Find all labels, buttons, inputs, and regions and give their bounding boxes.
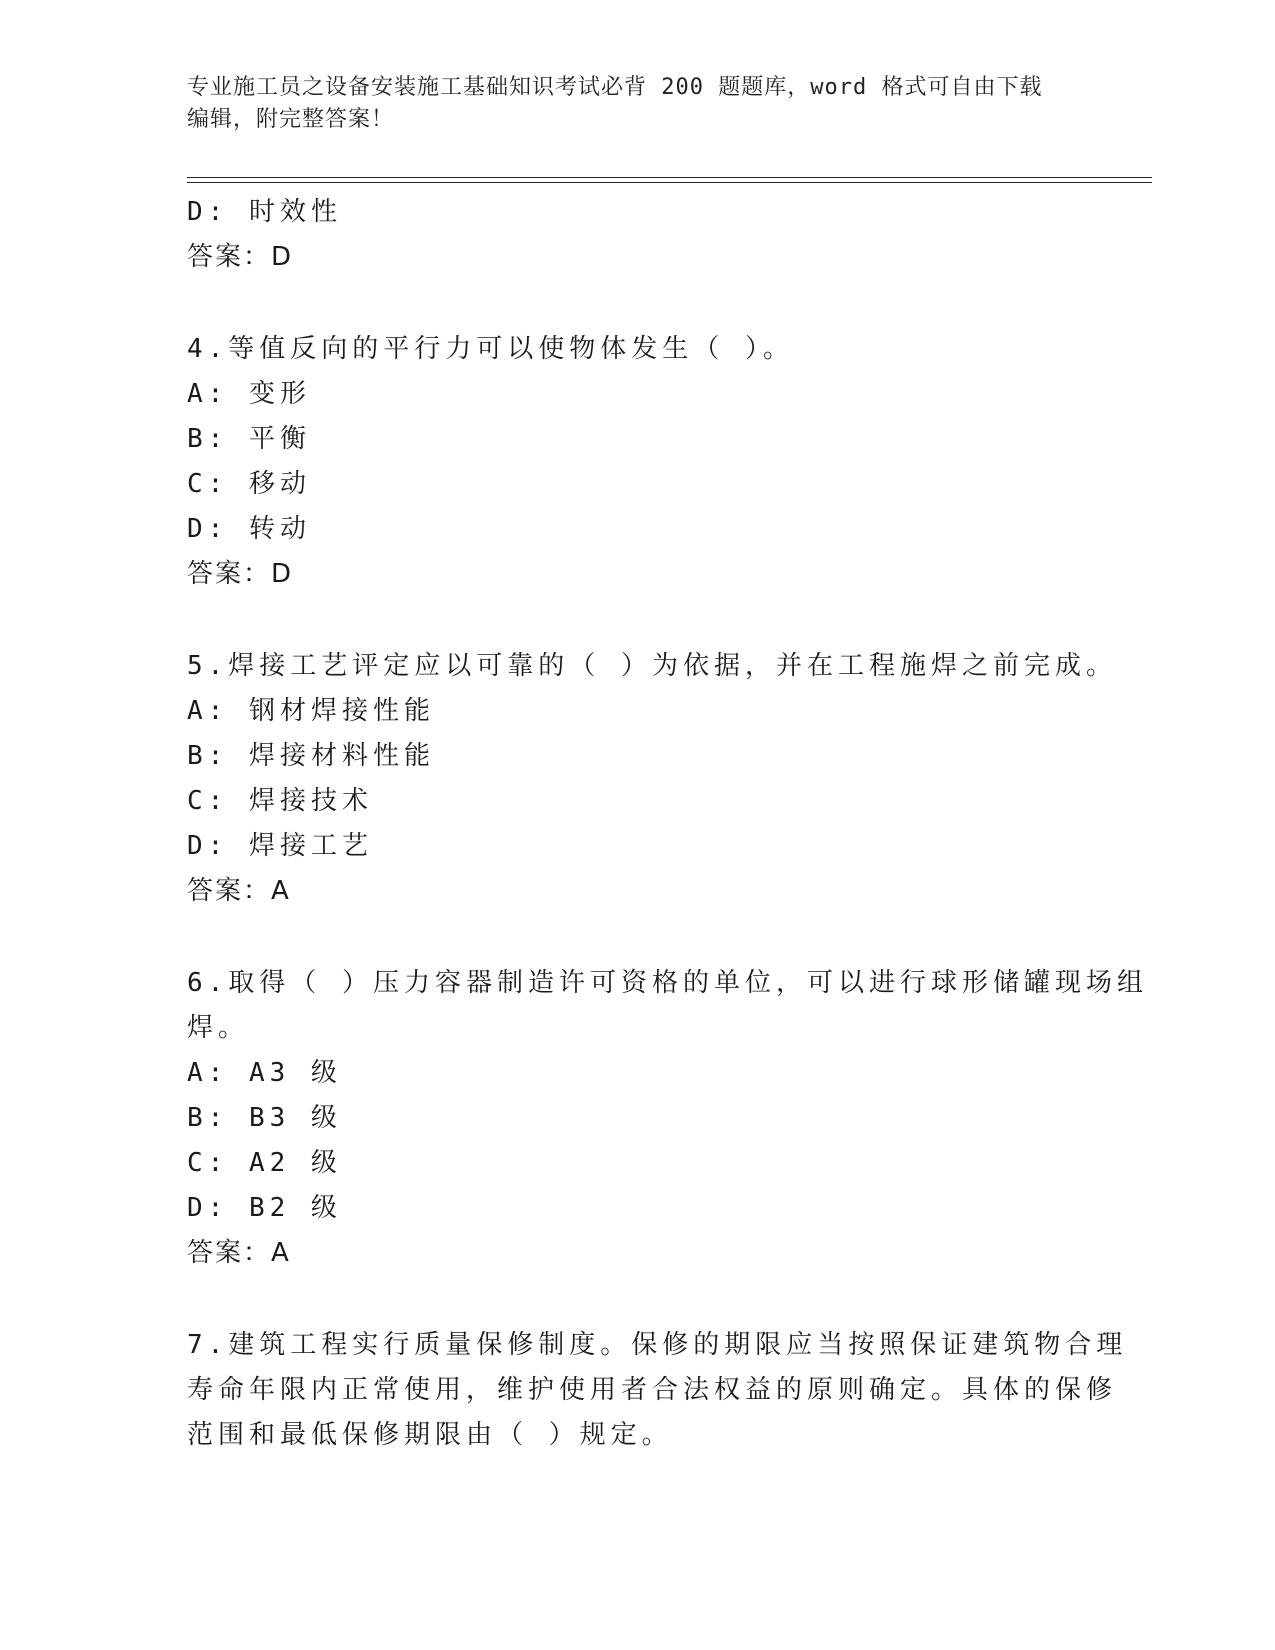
question-4-title: 4.等值反向的平行力可以使物体发生（ ）。 [187, 334, 794, 364]
q3-answer: 答案：D [187, 242, 294, 272]
q3-option-d: D: 时效性 [187, 197, 342, 227]
question-7 [187, 1323, 1128, 1458]
question-6-option-a: A: A3 级 [187, 1058, 342, 1088]
question-6-answer: 答案：A [187, 1238, 291, 1268]
header-title-line-2: 编辑，附完整答案！ [187, 107, 395, 132]
question-6 [187, 961, 1148, 1276]
question-6-option-c: C: A2 级 [187, 1148, 342, 1178]
question-7-title-line-3: 范围和最低保修期限由（ ）规定。 [187, 1420, 673, 1450]
header-divider-bottom [187, 182, 1152, 183]
question-5-option-a: A: 钢材焊接性能 [187, 696, 435, 726]
question-6-title-line-1: 6.取得（ ）压力容器制造许可资格的单位，可以进行球形储罐现场组 [187, 968, 1148, 998]
question-6-option-b: B: B3 级 [187, 1103, 342, 1133]
question-7-title-line-1: 7.建筑工程实行质量保修制度。保修的期限应当按照保证建筑物合理 [187, 1330, 1128, 1360]
question-6-option-d: D: B2 级 [187, 1193, 342, 1223]
question-5-option-b: B: 焊接材料性能 [187, 741, 435, 771]
header-title-line-1: 专业施工员之设备安装施工基础知识考试必背 200 题题库，word 格式可自由下载 [187, 75, 1043, 100]
question-5-title: 5.焊接工艺评定应以可靠的（ ）为依据，并在工程施焊之前完成。 [187, 651, 1117, 681]
question-4-option-c: C: 移动 [187, 469, 311, 499]
question-5-option-c: C: 焊接技术 [187, 786, 373, 816]
header-divider-top [187, 177, 1152, 178]
question-5-option-d: D: 焊接工艺 [187, 831, 373, 861]
question-5 [187, 644, 1117, 914]
document-body [187, 190, 1148, 1458]
question-5-answer: 答案：A [187, 876, 291, 906]
question-7-title-line-2: 寿命年限内正常使用，维护使用者合法权益的原则确定。具体的保修 [187, 1375, 1118, 1405]
document-header [187, 72, 1067, 136]
question-6-title-line-2: 焊。 [187, 1013, 250, 1043]
question-4-answer: 答案：D [187, 559, 294, 589]
question-4-option-d: D: 转动 [187, 514, 311, 544]
question-4-option-b: B: 平衡 [187, 424, 311, 454]
question-4-option-a: A: 变形 [187, 379, 311, 409]
question-4 [187, 327, 1087, 597]
